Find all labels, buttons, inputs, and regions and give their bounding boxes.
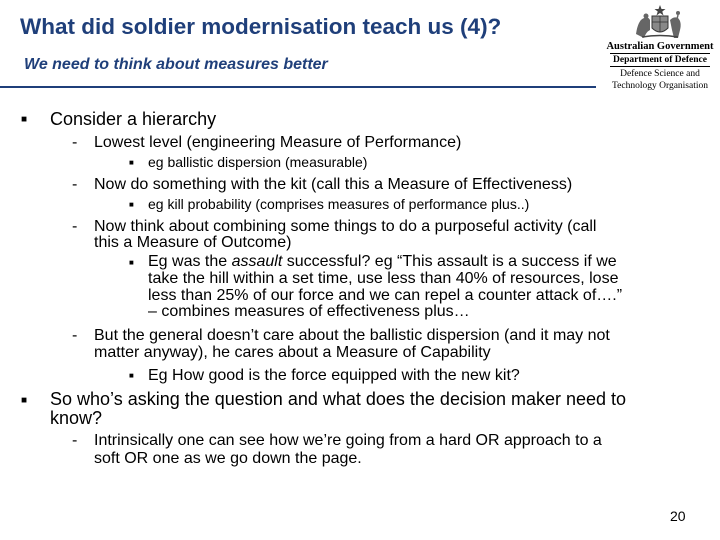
square-bullet-icon: ■: [129, 371, 134, 380]
page-number: 20: [670, 508, 686, 524]
slide-title: What did soldier modernisation teach us (4)?: [20, 14, 502, 39]
bullet-now-do-something: Now do something with the kit (call this a Measure of Effectiveness): [94, 176, 573, 193]
square-bullet-icon: ■: [21, 395, 28, 406]
bullet-assault-line1: [148, 253, 617, 270]
dash-icon: -: [72, 134, 78, 151]
dash-icon: -: [72, 327, 78, 344]
bullet-whos-asking-line2: know?: [50, 408, 103, 428]
bullet-general-line2: matter anyway), he cares about a Measure of Capability: [94, 344, 491, 361]
bullet-consider-hierarchy: Consider a hierarchy: [50, 109, 217, 129]
bullet-assault-line3: less than 25% of our force and we can repel a counter attack of….”: [148, 287, 623, 304]
bullet-ballistic-dispersion: eg ballistic dispersion (measurable): [148, 154, 368, 170]
logo-divider: [610, 66, 710, 67]
square-bullet-icon: ■: [129, 200, 134, 209]
bullet-assault-line2: take the hill within a set time, use less than 40% of resources, lose: [148, 270, 619, 287]
logo-government-text: Australian Government: [606, 41, 714, 52]
coat-of-arms-icon: [628, 4, 692, 40]
logo-divider: [610, 53, 710, 54]
bullet-combining-things-line2: this a Measure of Outcome): [94, 234, 292, 251]
square-bullet-icon: ■: [21, 114, 28, 125]
bullet-assault-post: successful? eg “This assault is a success if we: [282, 253, 617, 270]
bullet-assault-pre: Eg was the: [148, 253, 232, 270]
bullet-whos-asking-line1: So who’s asking the question and what does the decision maker need to: [50, 389, 627, 409]
logo-dsto-text-1: Defence Science and: [620, 69, 700, 79]
bullet-intrinsically-line1: Intrinsically one can see how we’re going from a hard OR approach to a: [94, 432, 602, 449]
logo-department-text: Department of Defence: [613, 55, 707, 65]
bullet-combining-things-line1: Now think about combining some things to do a purposeful activity (call: [94, 218, 597, 235]
bullet-general-line1: But the general doesn’t care about the ballistic dispersion (and it may not: [94, 327, 610, 344]
bullet-lowest-level: Lowest level (engineering Measure of Performance): [94, 134, 462, 151]
bullet-how-good-force: Eg How good is the force equipped with the new kit?: [148, 367, 520, 384]
slide-subtitle: We need to think about measures better: [24, 56, 328, 73]
dash-icon: -: [72, 432, 78, 449]
square-bullet-icon: ■: [129, 158, 134, 167]
logo-dsto-text-2: Technology Organisation: [612, 81, 708, 91]
square-bullet-icon: ■: [129, 258, 134, 267]
dash-icon: -: [72, 218, 78, 235]
title-divider: [0, 86, 596, 88]
dash-icon: -: [72, 176, 78, 193]
bullet-assault-line4: – combines measures of effectiveness plus…: [148, 303, 470, 320]
bullet-assault-emphasis: assault: [231, 253, 283, 270]
bullet-intrinsically-line2: soft OR one as we go down the page.: [94, 450, 362, 467]
bullet-kill-probability: eg kill probability (comprises measures of performance plus..): [148, 196, 530, 212]
government-logo: [604, 4, 716, 104]
